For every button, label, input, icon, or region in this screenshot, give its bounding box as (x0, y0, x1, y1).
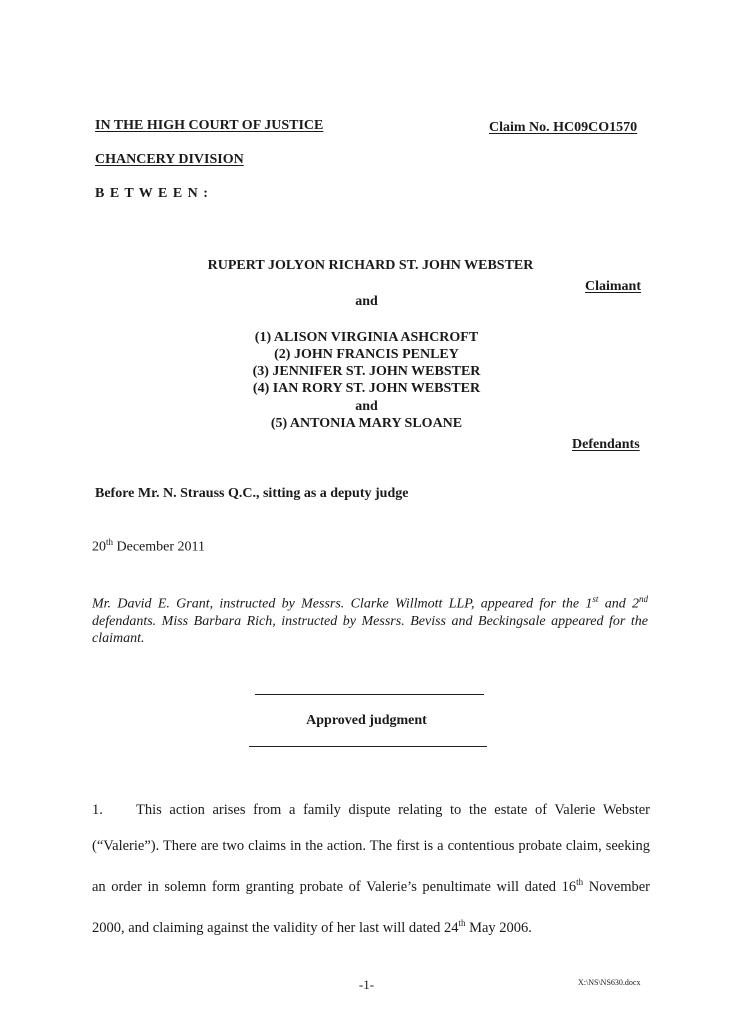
defendants-role: Defendants (572, 437, 640, 452)
rule-bottom (249, 746, 487, 747)
claim-number: Claim No. HC09CO1570 (489, 120, 638, 135)
rule-top (255, 694, 484, 695)
division-name: CHANCERY DIVISION (95, 152, 244, 167)
defendant-3: (3) JENNIFER ST. JOHN WEBSTER (252, 364, 481, 379)
claimant-role: Claimant (585, 279, 641, 294)
defendant-5: (5) ANTONIA MARY SLOANE (270, 416, 463, 431)
paragraph-1-text: This action arises from a family dispute relating to the estate of Valerie Webster (“Valerie”). There are two claims in the action. The first is a contentious probate claim, seeking an order in solemn form granting probate of Valerie’s penultimate will dated 16th November 2000, and claiming against the validity of her last will dated 24th May 2006. (92, 802, 650, 936)
judgment-title: Approved judgment (306, 713, 427, 728)
before-judge: Before Mr. N. Strauss Q.C., sitting as a deputy judge (95, 486, 409, 501)
paragraph-number: 1. (92, 802, 103, 818)
and-separator-1: and (355, 294, 378, 309)
claimant-name: RUPERT JOLYON RICHARD ST. JOHN WEBSTER (207, 258, 534, 273)
defendant-2: (2) JOHN FRANCIS PENLEY (274, 347, 459, 362)
and-separator-2: and (355, 399, 378, 414)
page-number: -1- (358, 977, 375, 992)
defendant-4: (4) IAN RORY ST. JOHN WEBSTER (252, 381, 481, 396)
file-reference: X:\NS\NS630.docx (578, 978, 641, 987)
defendant-1: (1) ALISON VIRGINIA ASHCROFT (254, 330, 479, 345)
judgment-date: 20th December 2011 (92, 537, 206, 555)
between-label: B E T W E E N : (95, 186, 209, 201)
court-name: IN THE HIGH COURT OF JUSTICE (95, 118, 324, 133)
appearances: Mr. David E. Grant, instructed by Messrs. Clarke Willmott LLP, appeared for the 1st and 2nd defendants. Miss Barbara Rich, instructed by Messrs. Beviss and Beckingsale appeared for the claimant. (92, 594, 648, 646)
